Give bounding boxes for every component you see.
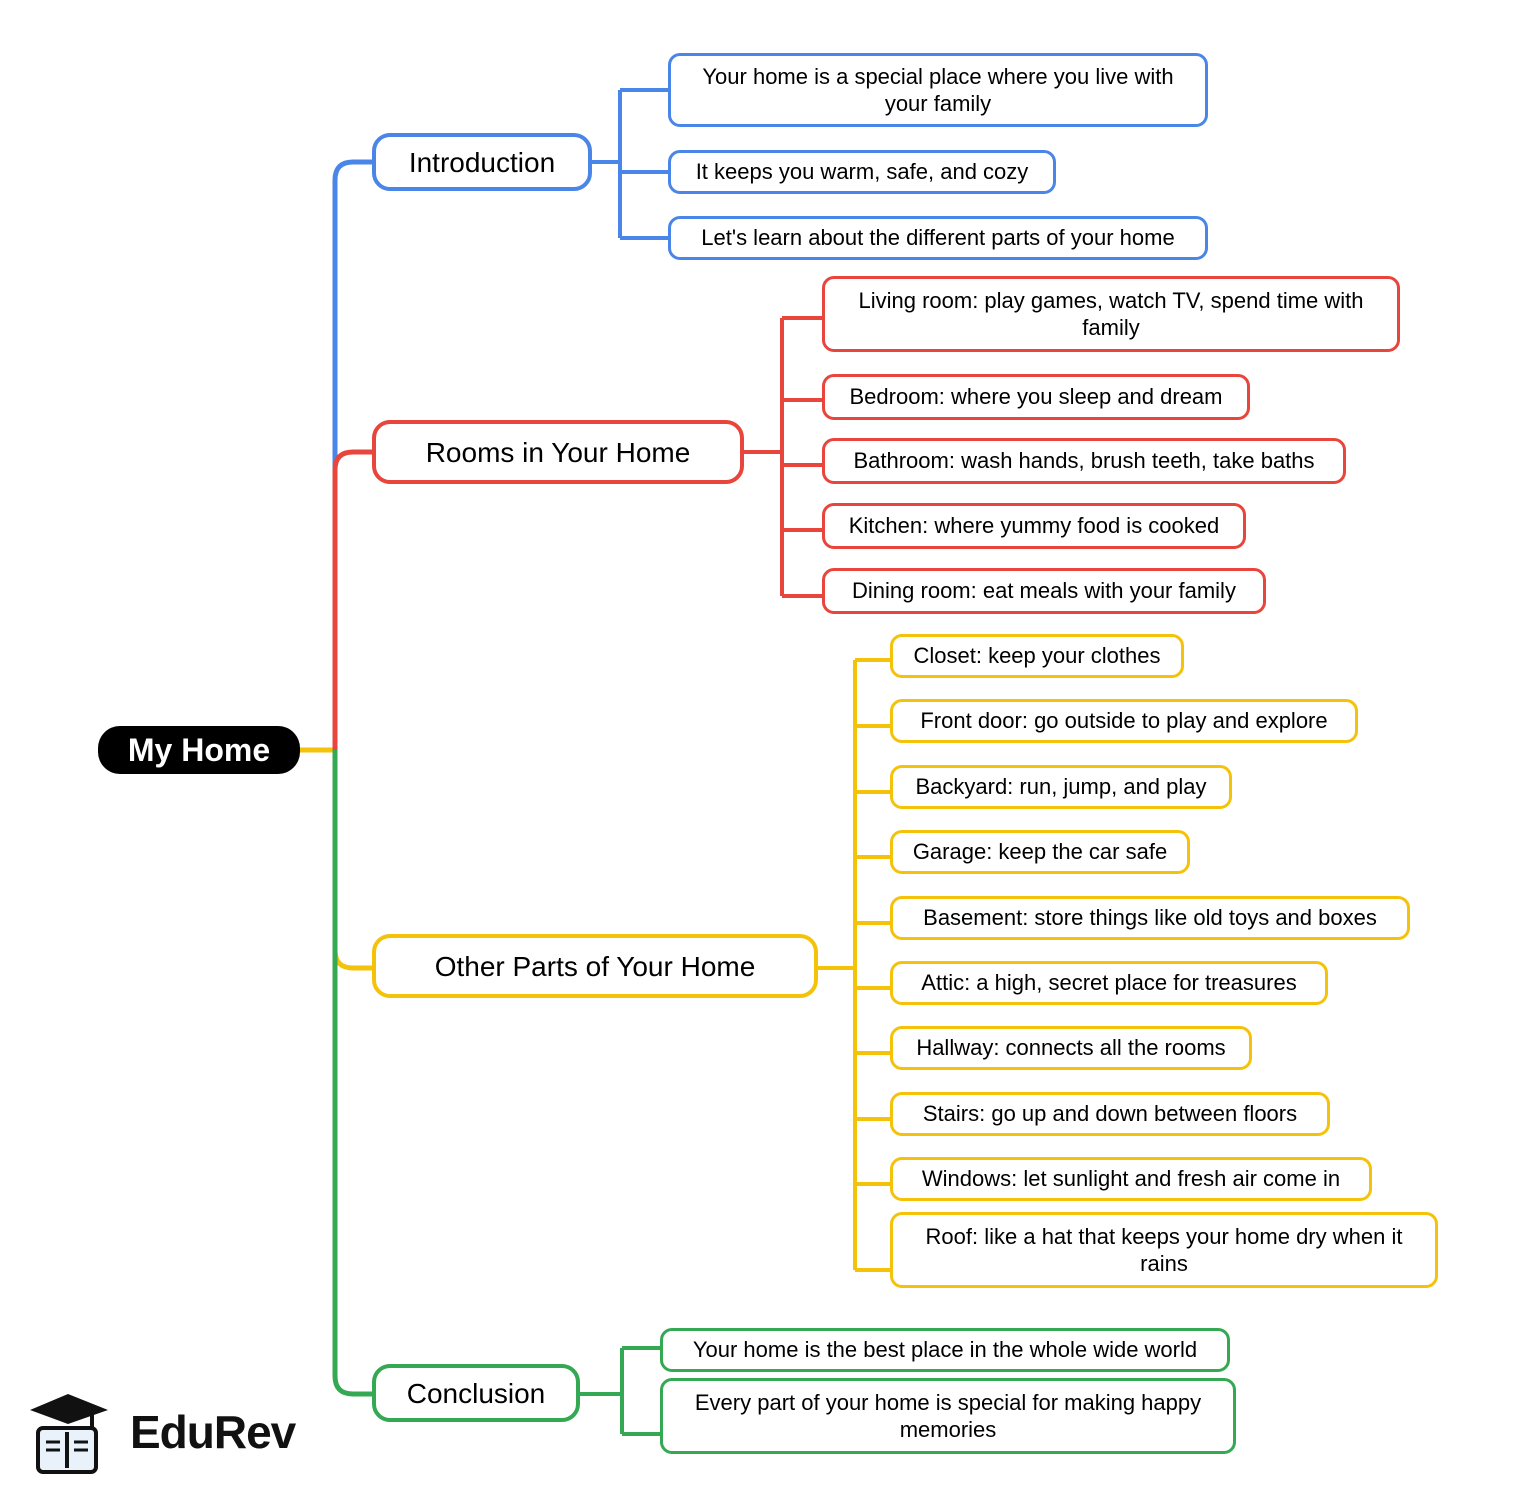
leaf-node[interactable]: Let's learn about the different parts of your home — [668, 216, 1208, 260]
graduation-cap-book-icon — [22, 1384, 118, 1480]
branch-node-rooms-in-your-home[interactable]: Rooms in Your Home — [372, 420, 744, 484]
leaf-node[interactable]: Dining room: eat meals with your family — [822, 568, 1266, 614]
root-node[interactable]: My Home — [98, 726, 300, 774]
branch-node-conclusion[interactable]: Conclusion — [372, 1364, 580, 1422]
leaf-node[interactable]: Backyard: run, jump, and play — [890, 765, 1232, 809]
leaf-node[interactable]: Hallway: connects all the rooms — [890, 1026, 1252, 1070]
edurev-logo[interactable] — [22, 1382, 322, 1482]
leaf-node[interactable]: Attic: a high, secret place for treasures — [890, 961, 1328, 1005]
edurev-logo-text: EduRev — [130, 1406, 296, 1458]
branch-node-other-parts-of-your-home[interactable]: Other Parts of Your Home — [372, 934, 818, 998]
leaf-node[interactable]: Roof: like a hat that keeps your home dry when it rains — [890, 1212, 1438, 1288]
leaf-node[interactable]: Windows: let sunlight and fresh air come in — [890, 1157, 1372, 1201]
leaf-node[interactable]: Kitchen: where yummy food is cooked — [822, 503, 1246, 549]
leaf-node[interactable]: Living room: play games, watch TV, spend time with family — [822, 276, 1400, 352]
leaf-node[interactable]: It keeps you warm, safe, and cozy — [668, 150, 1056, 194]
leaf-node[interactable]: Your home is a special place where you live with your family — [668, 53, 1208, 127]
leaf-node[interactable]: Every part of your home is special for making happy memories — [660, 1378, 1236, 1454]
leaf-node[interactable]: Garage: keep the car safe — [890, 830, 1190, 874]
leaf-node[interactable]: Basement: store things like old toys and boxes — [890, 896, 1410, 940]
leaf-node[interactable]: Bedroom: where you sleep and dream — [822, 374, 1250, 420]
leaf-node[interactable]: Bathroom: wash hands, brush teeth, take baths — [822, 438, 1346, 484]
leaf-node[interactable]: Closet: keep your clothes — [890, 634, 1184, 678]
leaf-node[interactable]: Stairs: go up and down between floors — [890, 1092, 1330, 1136]
leaf-node[interactable]: Front door: go outside to play and explore — [890, 699, 1358, 743]
branch-node-introduction[interactable]: Introduction — [372, 133, 592, 191]
leaf-node[interactable]: Your home is the best place in the whole wide world — [660, 1328, 1230, 1372]
